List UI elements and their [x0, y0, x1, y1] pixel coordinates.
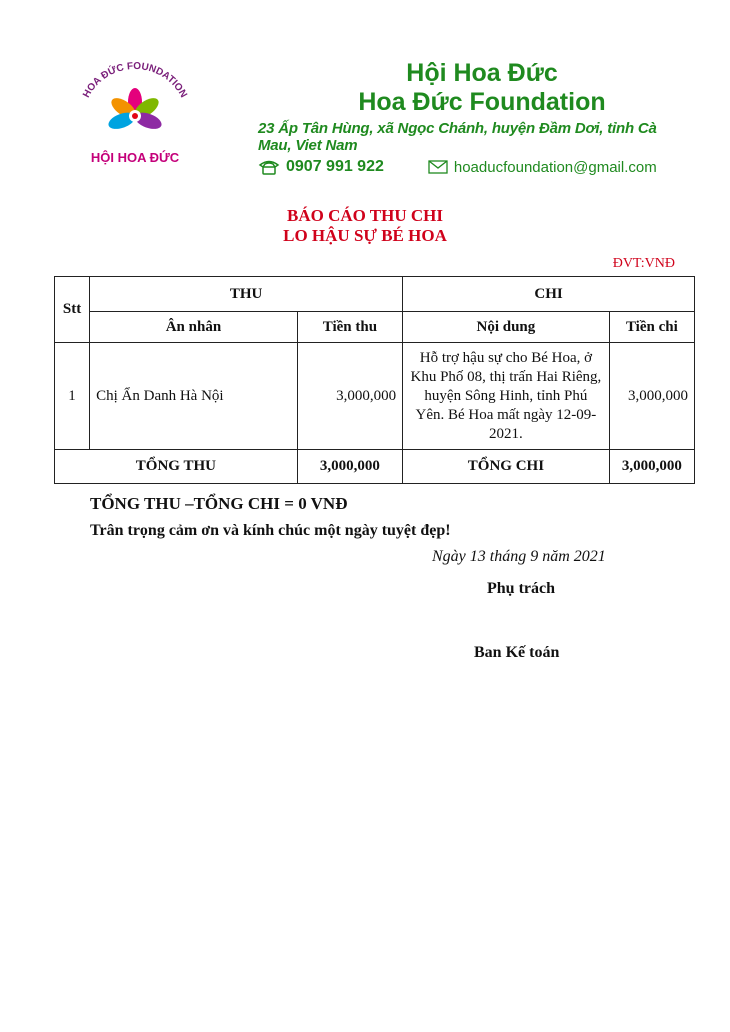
total-income: 3,000,000 [297, 450, 402, 484]
report-date: Ngày 13 tháng 9 năm 2021 [432, 548, 606, 565]
currency-unit: ĐVT:VNĐ [612, 256, 675, 271]
cell-expense: 3,000,000 [609, 343, 694, 450]
header-stt: Stt [55, 277, 90, 343]
total-income-label: TỔNG THU [55, 450, 298, 484]
phone-icon [258, 159, 280, 175]
org-email [428, 159, 657, 176]
table-group-header-row [55, 277, 695, 312]
header-thu: THU [90, 277, 403, 312]
org-contact [240, 158, 680, 176]
foundation-logo [72, 58, 198, 176]
org-name-vi: Hội Hoa Đức [406, 59, 558, 87]
cell-content: Hỗ trợ hậu sự cho Bé Hoa, ở Khu Phố 08, thị trấn Hai Riêng, huyện Sông Hinh, tỉnh Phú Yên. Bé Hoa mất ngày 12-09-2021. [403, 343, 610, 450]
email-address: hoaducfoundation@gmail.com [453, 158, 657, 176]
header-expense: Tiền chi [609, 312, 694, 343]
cell-donor: Chị Ẩn Danh Hà Nội [90, 343, 298, 450]
header-chi: CHI [403, 277, 695, 312]
org-name-en: Hoa Đức Foundation [358, 88, 606, 116]
balance-summary: TỔNG THU –TỔNG CHI = 0 VNĐ [90, 494, 348, 513]
header-income: Tiền thu [297, 312, 402, 343]
lotus-logo-icon [72, 58, 198, 176]
total-expense-label: TỔNG CHI [403, 450, 610, 484]
header-content: Nội dung [403, 312, 610, 343]
table-total-row [55, 450, 695, 484]
organization-header [240, 58, 680, 176]
org-phone [258, 158, 384, 176]
report-title: BÁO CÁO THU CHI [286, 206, 443, 225]
table-row [55, 343, 695, 450]
total-expense: 3,000,000 [609, 450, 694, 484]
logo-arc-text: HOA ĐỨC FOUNDATION [81, 60, 189, 100]
org-address: 23 Ấp Tân Hùng, xã Ngọc Chánh, huyện Đầm Dơi, tỉnh Cà Mau, Viet Nam [258, 120, 657, 154]
income-expense-table [54, 276, 695, 484]
envelope-icon [428, 160, 448, 174]
phone-number: 0907 991 922 [286, 158, 384, 175]
header-donor: Ân nhân [90, 312, 298, 343]
table-column-header-row [55, 312, 695, 343]
signature-name: Ban Kế toán [474, 644, 560, 661]
thanks-message: Trân trọng cảm ơn và kính chúc một ngày tuyệt đẹp! [90, 522, 451, 539]
report-subtitle: LO HẬU SỰ BÉ HOA [283, 226, 447, 245]
cell-stt: 1 [55, 343, 90, 450]
logo-name: HỘI HOA ĐỨC [90, 150, 180, 165]
cell-income: 3,000,000 [297, 343, 402, 450]
signature-role: Phụ trách [487, 580, 555, 597]
